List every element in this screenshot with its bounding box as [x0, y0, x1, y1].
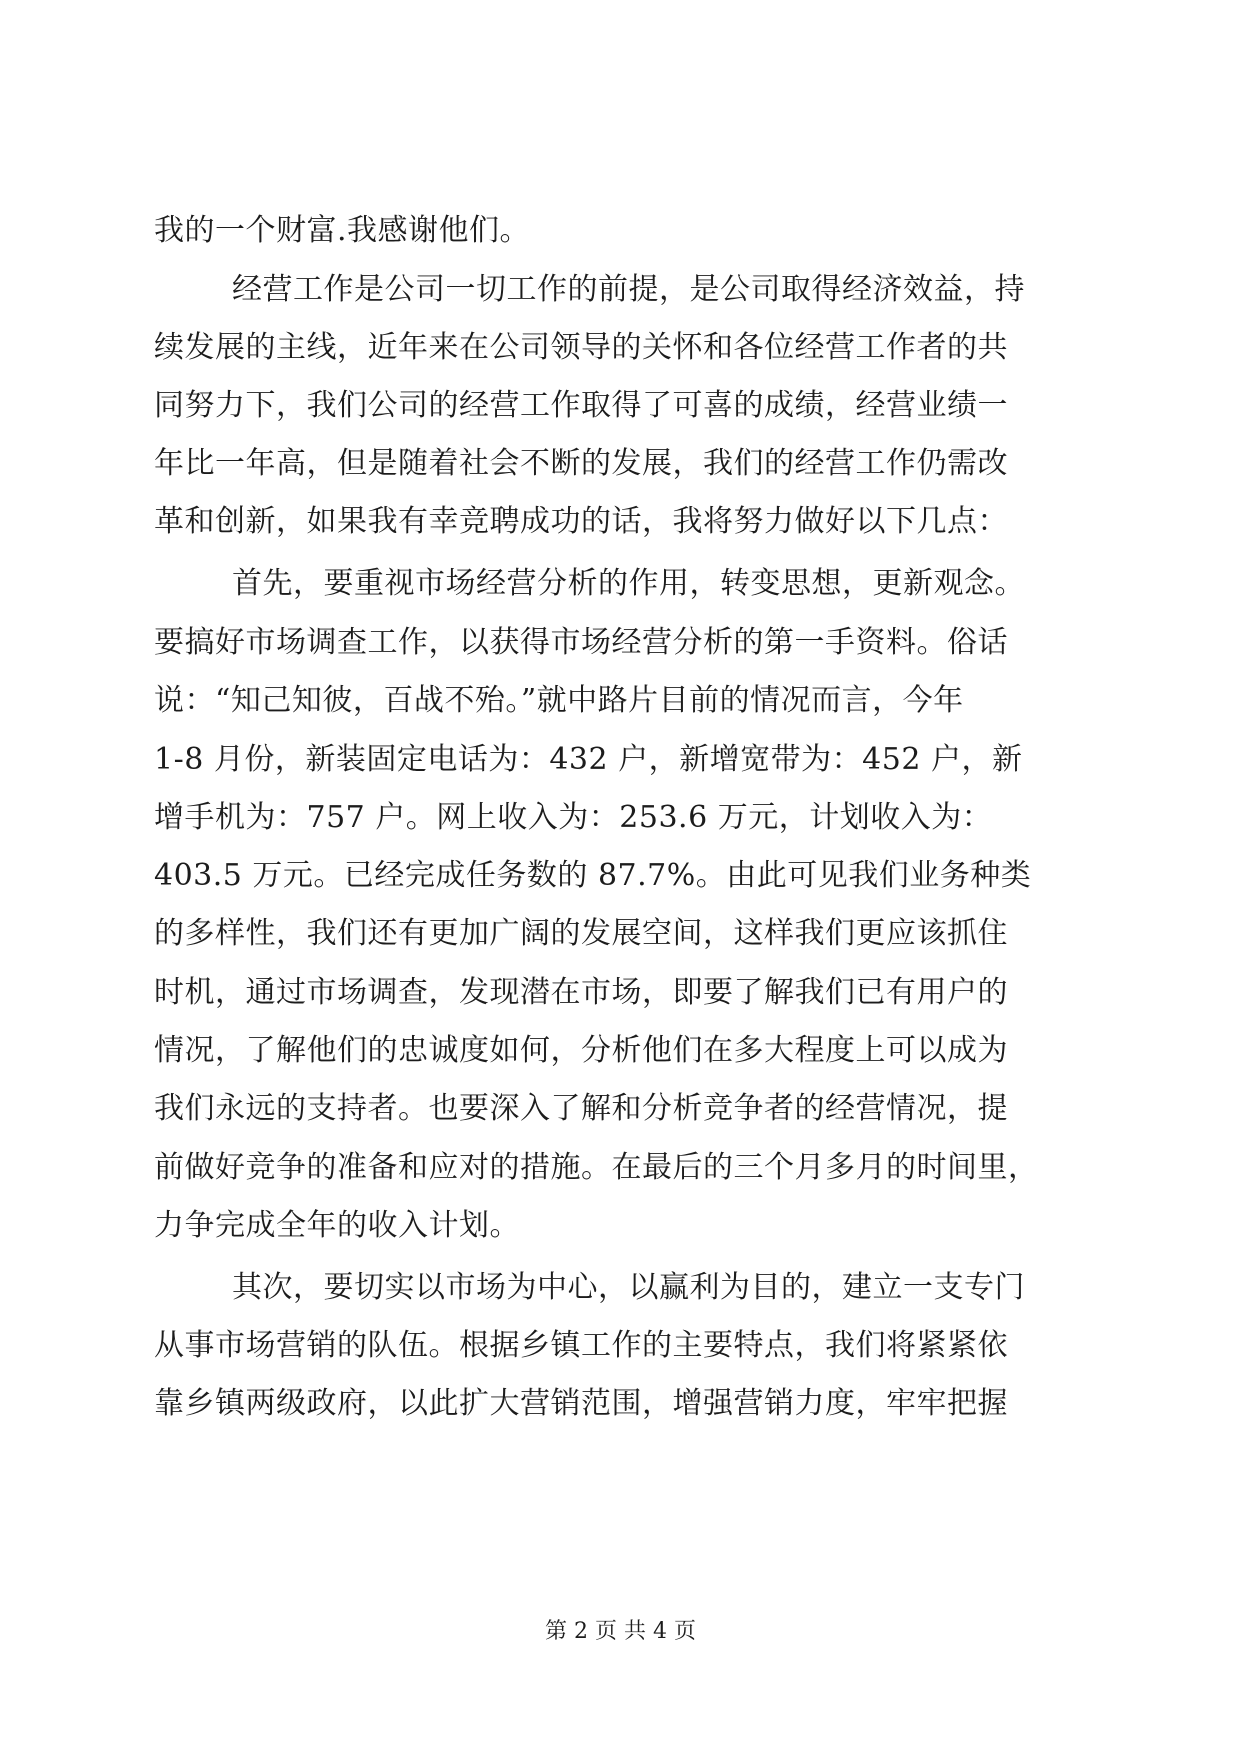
- text-line: 我们永远的支持者。也要深入了解和分析竞争者的经营情况，提: [154, 1091, 1008, 1126]
- text-line: 力争完成全年的收入计划。: [154, 1208, 520, 1243]
- text-line: 情况，了解他们的忠诚度如何，分析他们在多大程度上可以成为: [154, 1033, 1008, 1068]
- text-line: 我的一个财富.我感谢他们。: [154, 213, 531, 248]
- text-line: 续发展的主线，近年来在公司领导的关怀和各位经营工作者的共: [154, 330, 1008, 365]
- text-line: 同努力下，我们公司的经营工作取得了可喜的成绩，经营业绩一: [154, 388, 1008, 423]
- paragraph-first-line: 首先，要重视市场经营分析的作用，转变思想，更新观念。: [232, 566, 1025, 601]
- text-line: 时机，通过市场调查，发现潜在市场，即要了解我们已有用户的: [154, 975, 1008, 1010]
- page-number-footer: 第 2 页 共 4 页: [545, 1619, 696, 1644]
- text-line: 前做好竞争的准备和应对的措施。在最后的三个月多月的时间里，: [154, 1150, 1039, 1185]
- text-line: 增手机为：757 户。网上收入为：253.6 万元，计划收入为：: [154, 800, 993, 835]
- text-line: 1-8 月份，新装固定电话为：432 户，新增宽带为：452 户，新: [154, 742, 1023, 777]
- text-line: 革和创新，如果我有幸竞聘成功的话，我将努力做好以下几点：: [154, 504, 1008, 539]
- paragraph-first-line: 经营工作是公司一切工作的前提，是公司取得经济效益，持: [232, 272, 1025, 307]
- text-line: 403.5 万元。已经完成任务数的 87.7%。由此可见我们业务种类: [154, 858, 1032, 893]
- text-line: 的多样性，我们还有更加广阔的发展空间，这样我们更应该抓住: [154, 916, 1008, 951]
- paragraph-first-line: 其次，要切实以市场为中心，以赢利为目的，建立一支专门: [232, 1270, 1025, 1305]
- text-line: 说：“知己知彼，百战不殆。”就中路片目前的情况而言，今年: [154, 683, 964, 718]
- text-line: 要搞好市场调查工作，以获得市场经营分析的第一手资料。俗话: [154, 625, 1008, 660]
- text-line: 从事市场营销的队伍。根据乡镇工作的主要特点，我们将紧紧依: [154, 1328, 1008, 1363]
- text-line: 年比一年高，但是随着社会不断的发展，我们的经营工作仍需改: [154, 446, 1008, 481]
- text-line: 靠乡镇两级政府，以此扩大营销范围，增强营销力度，牢牢把握: [154, 1386, 1008, 1421]
